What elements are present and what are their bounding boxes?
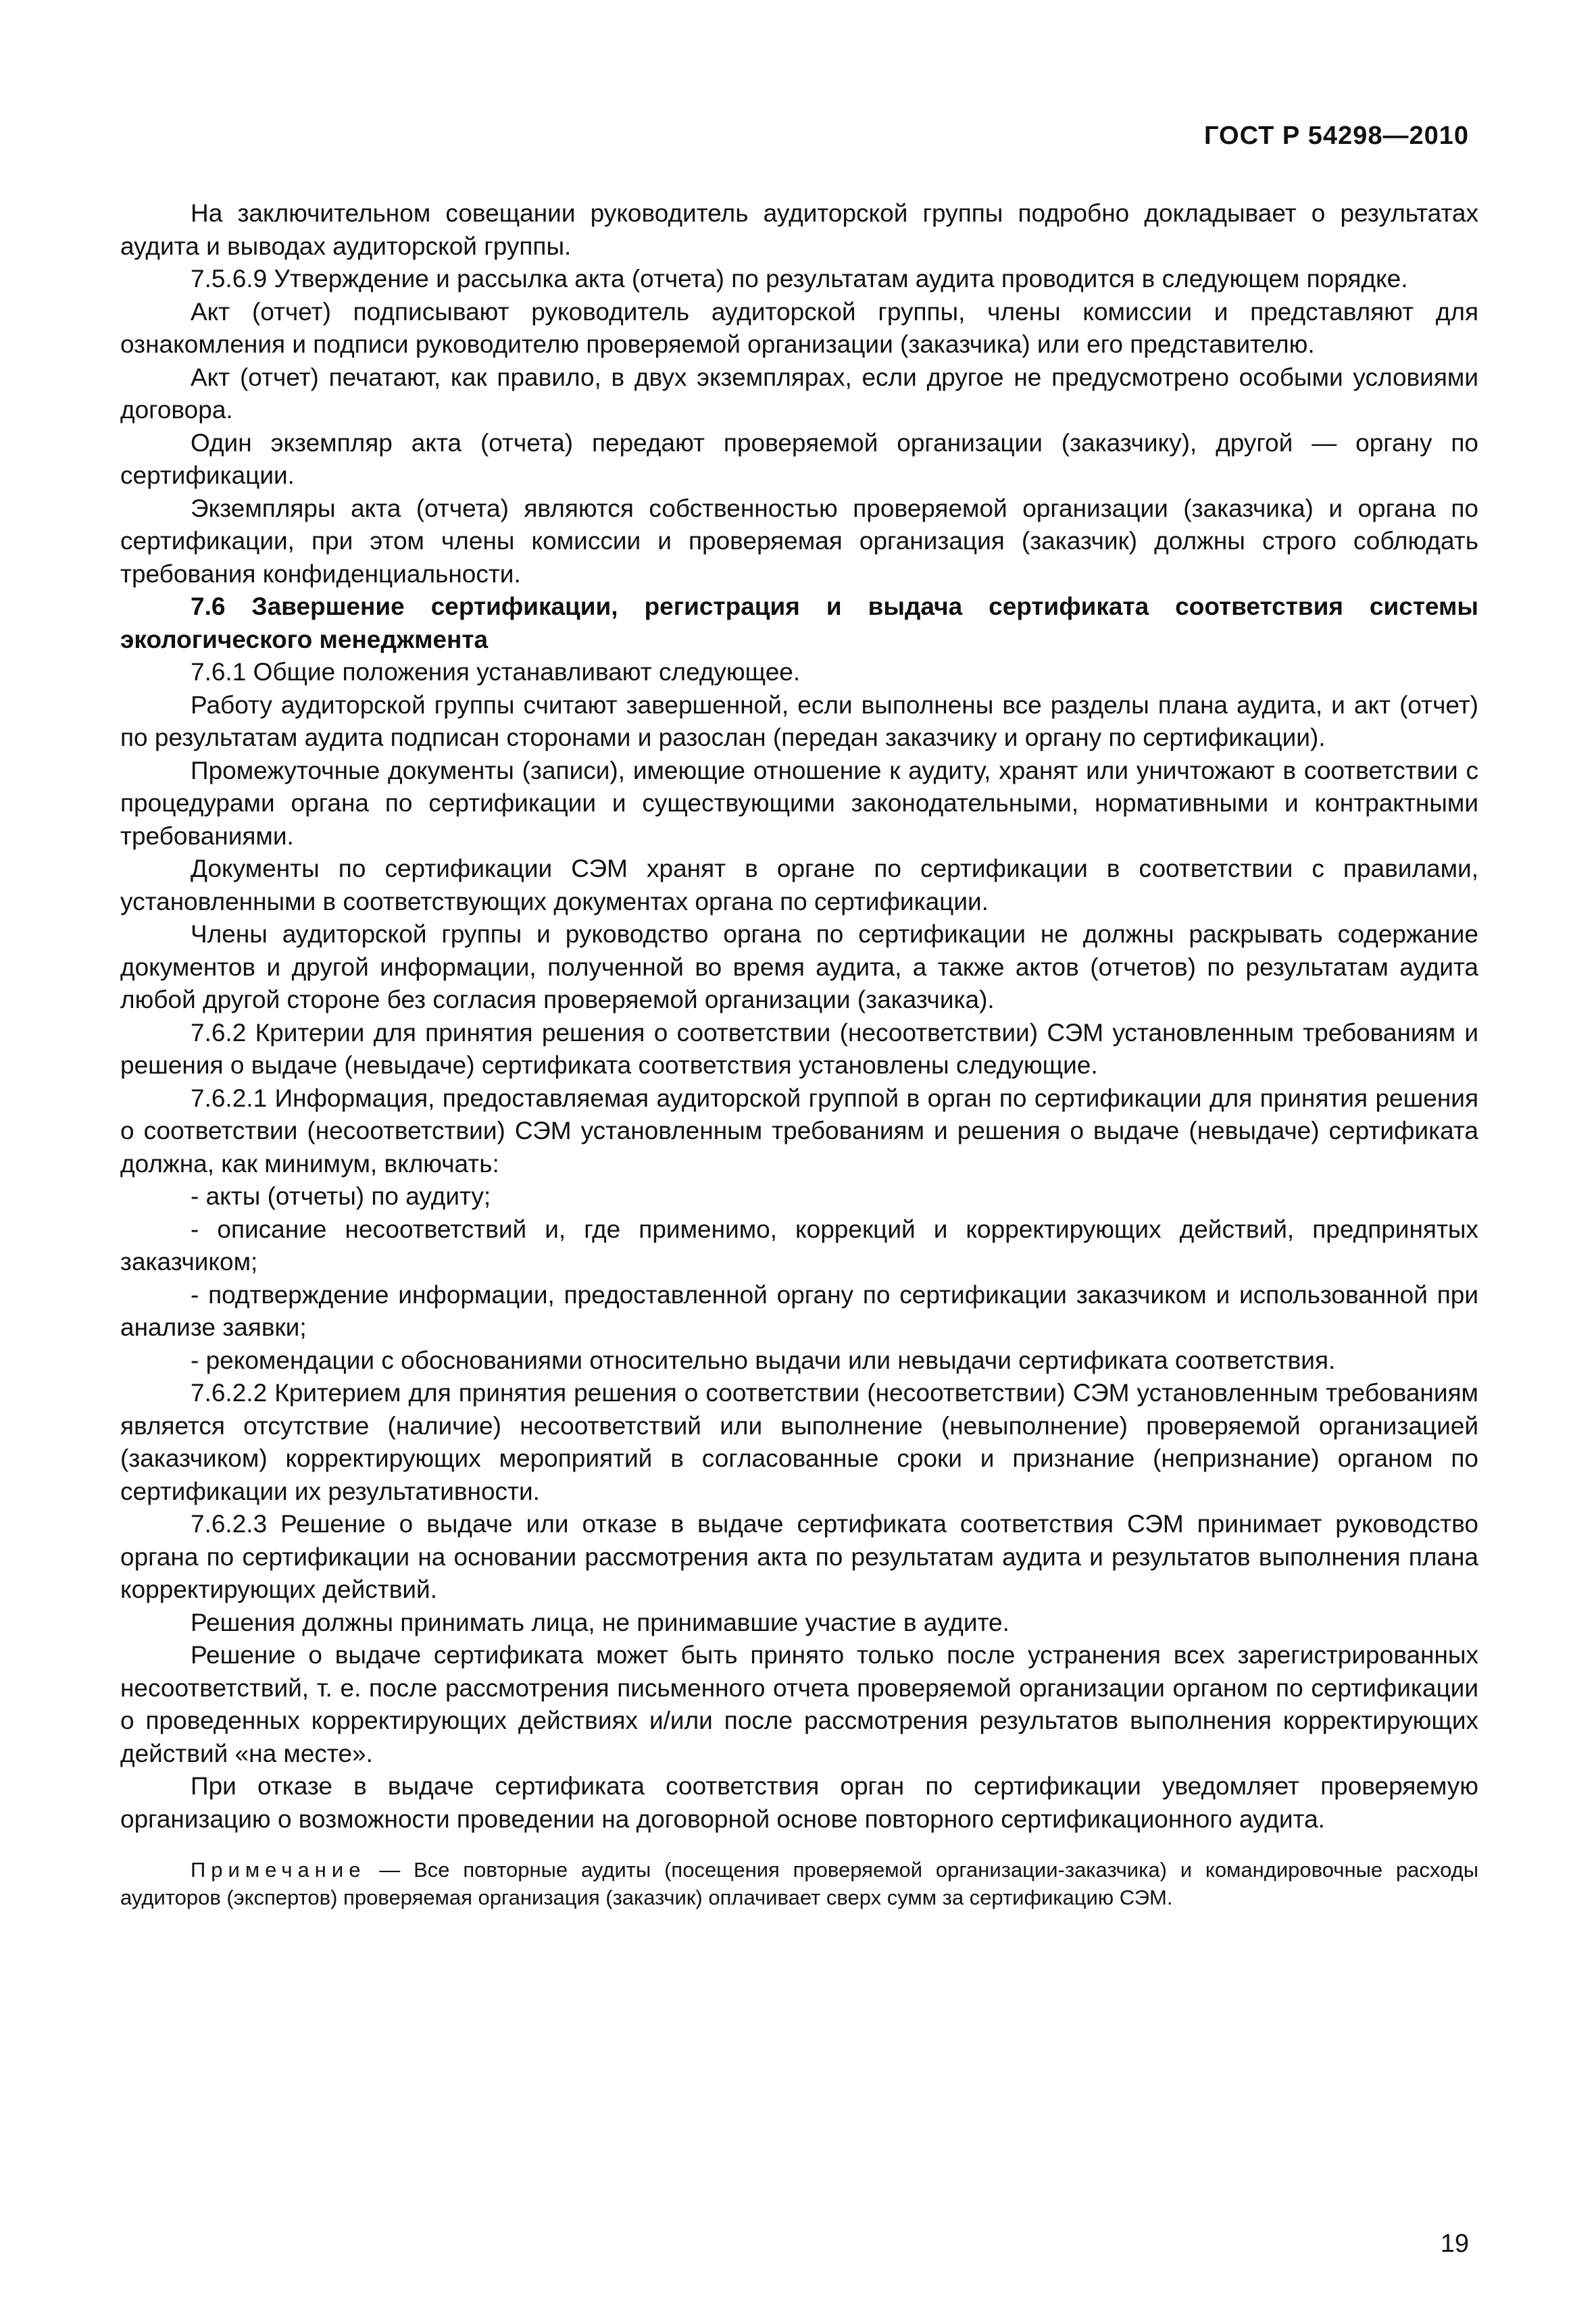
document-code-header: ГОСТ Р 54298—2010 bbox=[1204, 122, 1469, 150]
note bbox=[120, 1856, 1478, 1911]
paragraph: 7.6.1 Общие положения устанавливают следующее. bbox=[191, 658, 801, 686]
list-item: - подтверждение информации, предоставленной органу по сертификации заказчиком и использованной при анализе заявки; bbox=[120, 1280, 1478, 1341]
paragraph: При отказе в выдаче сертификата соответствия орган по сертификации уведомляет проверяемую организацию о возможности проведении на договорной основе повторного сертификационного аудита. bbox=[120, 1772, 1478, 1833]
paragraph: Акт (отчет) печатают, как правило, в двух экземплярах, если другое не предусмотрено особыми условиями договора. bbox=[120, 363, 1478, 424]
section-heading: 7.6 Завершение сертификации, регистрация и выдача сертификата соответствия системы экологического менеджмента bbox=[120, 593, 1478, 653]
paragraph: 7.6.2.3 Решение о выдаче или отказе в выдаче сертификата соответствия СЭМ принимает руководство органа по сертификации на основании рассмотрения акта по результатам аудита и результатов выполнения плана корректирующих действий. bbox=[120, 1510, 1478, 1603]
paragraph: Решения должны принимать лица, не принимавшие участие в аудите. bbox=[191, 1608, 1009, 1636]
paragraph: 7.6.2.1 Информация, предоставляемая аудиторской группой в орган по сертификации для принятия решения о соответствии (несоответствии) СЭМ установленным требованиям и решения о выдаче (невыдаче) сертификата должна, как минимум, включать: bbox=[120, 1084, 1478, 1178]
paragraph: На заключительном совещании руководитель аудиторской группы подробно докладывает о результатах аудита и выводах аудиторской группы. bbox=[120, 199, 1478, 260]
paragraph: Члены аудиторской группы и руководство органа по сертификации не должны раскрывать содержание документов и другой информации, полученной во время аудита, а также актов (отчетов) по результатам аудита любой другой стороне без согласия проверяемой организации (заказчика). bbox=[120, 920, 1478, 1013]
paragraph: Экземпляры акта (отчета) являются собственностью проверяемой организации (заказчика) и органа по сертификации, при этом члены комиссии и проверяемая организация (заказчик) должны строго соблюдать требования конфиденциальности. bbox=[120, 494, 1478, 588]
note-text: — Все повторные аудиты (посещения проверяемой организации-заказчика) и командировочные расходы аудиторов (экспертов) проверяемая организация (заказчик) оплачивает сверх сумм за сертификацию СЭМ. bbox=[120, 1858, 1478, 1909]
paragraph: Один экземпляр акта (отчета) передают проверяемой организации (заказчику), другой — органу по сертификации. bbox=[120, 428, 1478, 489]
list-item: - описание несоответствий и, где применимо, коррекций и корректирующих действий, предпринятых заказчиком; bbox=[120, 1215, 1478, 1276]
paragraph: Решение о выдаче сертификата может быть принято только после устранения всех зарегистрированных несоответствий, т. е. после рассмотрения письменного отчета проверяемой организации органом по сертификации о проведенных корректирующих действиях и/или после рассмотрения результатов выполнения корректирующих действий «на месте». bbox=[120, 1641, 1478, 1767]
list-item: - акты (отчеты) по аудиту; bbox=[191, 1182, 491, 1210]
paragraph: Акт (отчет) подписывают руководитель аудиторской группы, члены комиссии и представляют для ознакомления и подписи руководителю проверяемой организации (заказчика) или его представителю. bbox=[120, 297, 1478, 358]
paragraph: 7.5.6.9 Утверждение и рассылка акта (отчета) по результатам аудита проводится в следующем порядке. bbox=[191, 265, 1408, 293]
paragraph: 7.6.2.2 Критерием для принятия решения о соответствии (несоответствии) СЭМ установленным требованиям является отсутствие (наличие) несоответствий или выполнение (невыполнение) проверяемой организацией (заказчиком) корректирующих мероприятий в согласованные сроки и признание (непризнание) органом по сертификации их результативности. bbox=[120, 1379, 1478, 1505]
paragraph: Работу аудиторской группы считают завершенной, если выполнены все разделы плана аудита, и акт (отчет) по результатам аудита подписан сторонами и разослан (передан заказчику и органу по сертификации). bbox=[120, 690, 1478, 751]
note-label: Примечание bbox=[191, 1858, 366, 1882]
page-number: 19 bbox=[1440, 2230, 1469, 2258]
list-item: - рекомендации с обоснованиями относительно выдачи или невыдачи сертификата соответствия. bbox=[191, 1346, 1336, 1374]
paragraph: Документы по сертификации СЭМ хранят в органе по сертификации в соответствии с правилами, установленными в соответствующих документах органа по сертификации. bbox=[120, 855, 1478, 915]
document-body bbox=[120, 197, 1478, 1911]
paragraph: 7.6.2 Критерии для принятия решения о соответствии (несоответствии) СЭМ установленным требованиям и решения о выдаче (невыдаче) сертификата соответствия установлены следующие. bbox=[120, 1018, 1478, 1079]
paragraph: Промежуточные документы (записи), имеющие отношение к аудиту, хранят или уничтожают в соответствии с процедурами органа по сертификации и существующими законодательными, нормативными и контрактными требованиями. bbox=[120, 756, 1478, 850]
